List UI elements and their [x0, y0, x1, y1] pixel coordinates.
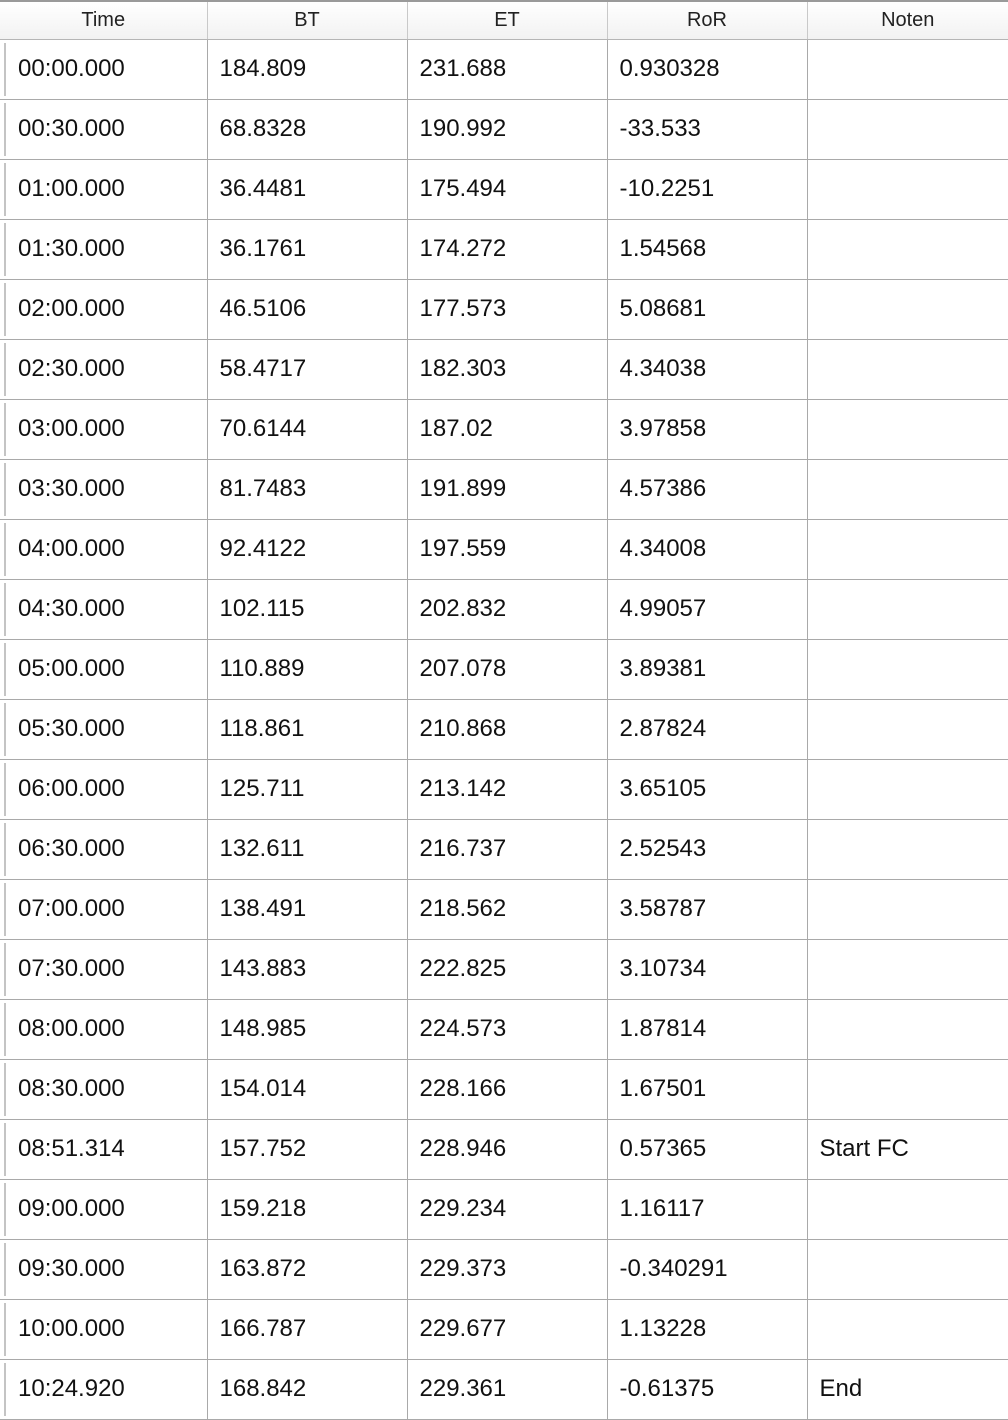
- table-row[interactable]: [0, 519, 1008, 579]
- table-row[interactable]: [0, 999, 1008, 1059]
- table-row[interactable]: [0, 459, 1008, 519]
- et-cell[interactable]: 207.078: [407, 639, 607, 699]
- et-cell[interactable]: 229.677: [407, 1299, 607, 1359]
- time-cell[interactable]: 08:51.314: [0, 1119, 207, 1179]
- notes-cell[interactable]: [807, 459, 1008, 519]
- bt-cell[interactable]: 46.5106: [207, 279, 407, 339]
- table-row[interactable]: [0, 339, 1008, 399]
- table-row[interactable]: [0, 39, 1008, 99]
- time-cell[interactable]: 08:00.000: [0, 999, 207, 1059]
- time-cell[interactable]: 02:00.000: [0, 279, 207, 339]
- time-cell[interactable]: 02:30.000: [0, 339, 207, 399]
- time-cell[interactable]: 00:00.000: [0, 39, 207, 99]
- table-row[interactable]: [0, 879, 1008, 939]
- et-cell[interactable]: 187.02: [407, 399, 607, 459]
- ror-cell[interactable]: 1.87814: [607, 999, 807, 1059]
- ror-cell[interactable]: -0.340291: [607, 1239, 807, 1299]
- ror-cell[interactable]: -10.2251: [607, 159, 807, 219]
- notes-cell[interactable]: [807, 279, 1008, 339]
- table-row[interactable]: [0, 819, 1008, 879]
- et-cell[interactable]: 222.825: [407, 939, 607, 999]
- ror-cell[interactable]: 3.65105: [607, 759, 807, 819]
- ror-cell[interactable]: 3.10734: [607, 939, 807, 999]
- ror-cell[interactable]: 1.13228: [607, 1299, 807, 1359]
- table-row[interactable]: [0, 99, 1008, 159]
- table-row[interactable]: [0, 1119, 1008, 1179]
- et-cell[interactable]: 177.573: [407, 279, 607, 339]
- et-cell[interactable]: 210.868: [407, 699, 607, 759]
- bt-cell[interactable]: 92.4122: [207, 519, 407, 579]
- ror-cell[interactable]: 1.16117: [607, 1179, 807, 1239]
- time-cell[interactable]: 07:30.000: [0, 939, 207, 999]
- et-cell[interactable]: 182.303: [407, 339, 607, 399]
- header-row: [0, 2, 1008, 39]
- notes-cell[interactable]: [807, 879, 1008, 939]
- et-cell[interactable]: 202.832: [407, 579, 607, 639]
- time-cell[interactable]: 07:00.000: [0, 879, 207, 939]
- table-row[interactable]: [0, 279, 1008, 339]
- et-cell[interactable]: 218.562: [407, 879, 607, 939]
- time-cell[interactable]: 06:00.000: [0, 759, 207, 819]
- et-cell[interactable]: 224.573: [407, 999, 607, 1059]
- column-header-bt[interactable]: BT: [207, 2, 407, 39]
- time-cell[interactable]: 03:30.000: [0, 459, 207, 519]
- table-row[interactable]: [0, 639, 1008, 699]
- bt-cell[interactable]: 81.7483: [207, 459, 407, 519]
- notes-cell[interactable]: [807, 399, 1008, 459]
- bt-cell[interactable]: 184.809: [207, 39, 407, 99]
- ror-cell[interactable]: 4.34038: [607, 339, 807, 399]
- time-cell[interactable]: 01:30.000: [0, 219, 207, 279]
- ror-cell[interactable]: -0.61375: [607, 1359, 807, 1419]
- bt-cell[interactable]: 166.787: [207, 1299, 407, 1359]
- bt-cell[interactable]: 102.115: [207, 579, 407, 639]
- table-row[interactable]: [0, 579, 1008, 639]
- table-row[interactable]: [0, 1239, 1008, 1299]
- et-cell[interactable]: 213.142: [407, 759, 607, 819]
- time-cell[interactable]: 00:30.000: [0, 99, 207, 159]
- time-cell[interactable]: 05:00.000: [0, 639, 207, 699]
- ror-cell[interactable]: -33.533: [607, 99, 807, 159]
- notes-cell[interactable]: [807, 699, 1008, 759]
- notes-cell[interactable]: [807, 999, 1008, 1059]
- ror-cell[interactable]: 3.97858: [607, 399, 807, 459]
- et-cell[interactable]: 197.559: [407, 519, 607, 579]
- bt-cell[interactable]: 70.6144: [207, 399, 407, 459]
- notes-cell[interactable]: [807, 159, 1008, 219]
- et-cell[interactable]: 175.494: [407, 159, 607, 219]
- et-cell[interactable]: 228.166: [407, 1059, 607, 1119]
- column-header-time[interactable]: Time: [0, 2, 207, 39]
- table-header: [0, 2, 1008, 39]
- table-row[interactable]: [0, 759, 1008, 819]
- table-body: [0, 39, 1008, 1419]
- ror-cell[interactable]: 4.99057: [607, 579, 807, 639]
- notes-cell[interactable]: [807, 579, 1008, 639]
- time-cell[interactable]: 04:30.000: [0, 579, 207, 639]
- notes-cell[interactable]: [807, 39, 1008, 99]
- notes-cell[interactable]: [807, 219, 1008, 279]
- ror-cell[interactable]: 5.08681: [607, 279, 807, 339]
- bt-cell[interactable]: 163.872: [207, 1239, 407, 1299]
- column-header-ror[interactable]: RoR: [607, 2, 807, 39]
- bt-cell[interactable]: 68.8328: [207, 99, 407, 159]
- bt-cell[interactable]: 157.752: [207, 1119, 407, 1179]
- time-cell[interactable]: 08:30.000: [0, 1059, 207, 1119]
- et-cell[interactable]: 190.992: [407, 99, 607, 159]
- bt-cell[interactable]: 125.711: [207, 759, 407, 819]
- notes-cell[interactable]: [807, 1239, 1008, 1299]
- bt-cell[interactable]: 159.218: [207, 1179, 407, 1239]
- time-cell[interactable]: 10:24.920: [0, 1359, 207, 1419]
- ror-cell[interactable]: 0.57365: [607, 1119, 807, 1179]
- et-cell[interactable]: 229.234: [407, 1179, 607, 1239]
- et-cell[interactable]: 216.737: [407, 819, 607, 879]
- data-grid: [0, 2, 1008, 1420]
- ror-cell[interactable]: 1.67501: [607, 1059, 807, 1119]
- ror-cell[interactable]: 4.34008: [607, 519, 807, 579]
- bt-cell[interactable]: 148.985: [207, 999, 407, 1059]
- table-row[interactable]: [0, 399, 1008, 459]
- ror-cell[interactable]: 1.54568: [607, 219, 807, 279]
- table-row[interactable]: [0, 219, 1008, 279]
- et-cell[interactable]: 229.361: [407, 1359, 607, 1419]
- notes-cell[interactable]: [807, 1179, 1008, 1239]
- time-cell[interactable]: 09:00.000: [0, 1179, 207, 1239]
- table-row[interactable]: [0, 939, 1008, 999]
- notes-cell[interactable]: End: [807, 1359, 1008, 1419]
- time-cell[interactable]: 10:00.000: [0, 1299, 207, 1359]
- bt-cell[interactable]: 138.491: [207, 879, 407, 939]
- et-cell[interactable]: 228.946: [407, 1119, 607, 1179]
- bt-cell[interactable]: 154.014: [207, 1059, 407, 1119]
- notes-cell[interactable]: [807, 339, 1008, 399]
- time-cell[interactable]: 01:00.000: [0, 159, 207, 219]
- et-cell[interactable]: 229.373: [407, 1239, 607, 1299]
- et-cell[interactable]: 191.899: [407, 459, 607, 519]
- column-header-noten[interactable]: Noten: [807, 2, 1008, 39]
- bt-cell[interactable]: 36.1761: [207, 219, 407, 279]
- bt-cell[interactable]: 58.4717: [207, 339, 407, 399]
- table-row[interactable]: [0, 1179, 1008, 1239]
- time-cell[interactable]: 09:30.000: [0, 1239, 207, 1299]
- time-cell[interactable]: 06:30.000: [0, 819, 207, 879]
- table-row[interactable]: [0, 1359, 1008, 1419]
- notes-cell[interactable]: [807, 819, 1008, 879]
- notes-cell[interactable]: [807, 1299, 1008, 1359]
- time-cell[interactable]: 03:00.000: [0, 399, 207, 459]
- bt-cell[interactable]: 143.883: [207, 939, 407, 999]
- time-cell[interactable]: 04:00.000: [0, 519, 207, 579]
- notes-cell[interactable]: [807, 99, 1008, 159]
- bt-cell[interactable]: 168.842: [207, 1359, 407, 1419]
- notes-cell[interactable]: [807, 639, 1008, 699]
- column-header-et[interactable]: ET: [407, 2, 607, 39]
- ror-cell[interactable]: 3.89381: [607, 639, 807, 699]
- notes-cell[interactable]: [807, 759, 1008, 819]
- et-cell[interactable]: 231.688: [407, 39, 607, 99]
- ror-cell[interactable]: 3.58787: [607, 879, 807, 939]
- time-cell[interactable]: 05:30.000: [0, 699, 207, 759]
- bt-cell[interactable]: 118.861: [207, 699, 407, 759]
- notes-cell[interactable]: [807, 1059, 1008, 1119]
- bt-cell[interactable]: 132.611: [207, 819, 407, 879]
- table-row[interactable]: [0, 1299, 1008, 1359]
- bt-cell[interactable]: 110.889: [207, 639, 407, 699]
- et-cell[interactable]: 174.272: [407, 219, 607, 279]
- ror-cell[interactable]: 2.87824: [607, 699, 807, 759]
- notes-cell[interactable]: [807, 519, 1008, 579]
- ror-cell[interactable]: 0.930328: [607, 39, 807, 99]
- table-row[interactable]: [0, 159, 1008, 219]
- notes-cell[interactable]: Start FC: [807, 1119, 1008, 1179]
- bt-cell[interactable]: 36.4481: [207, 159, 407, 219]
- notes-cell[interactable]: [807, 939, 1008, 999]
- table-row[interactable]: [0, 699, 1008, 759]
- ror-cell[interactable]: 4.57386: [607, 459, 807, 519]
- table-row[interactable]: [0, 1059, 1008, 1119]
- ror-cell[interactable]: 2.52543: [607, 819, 807, 879]
